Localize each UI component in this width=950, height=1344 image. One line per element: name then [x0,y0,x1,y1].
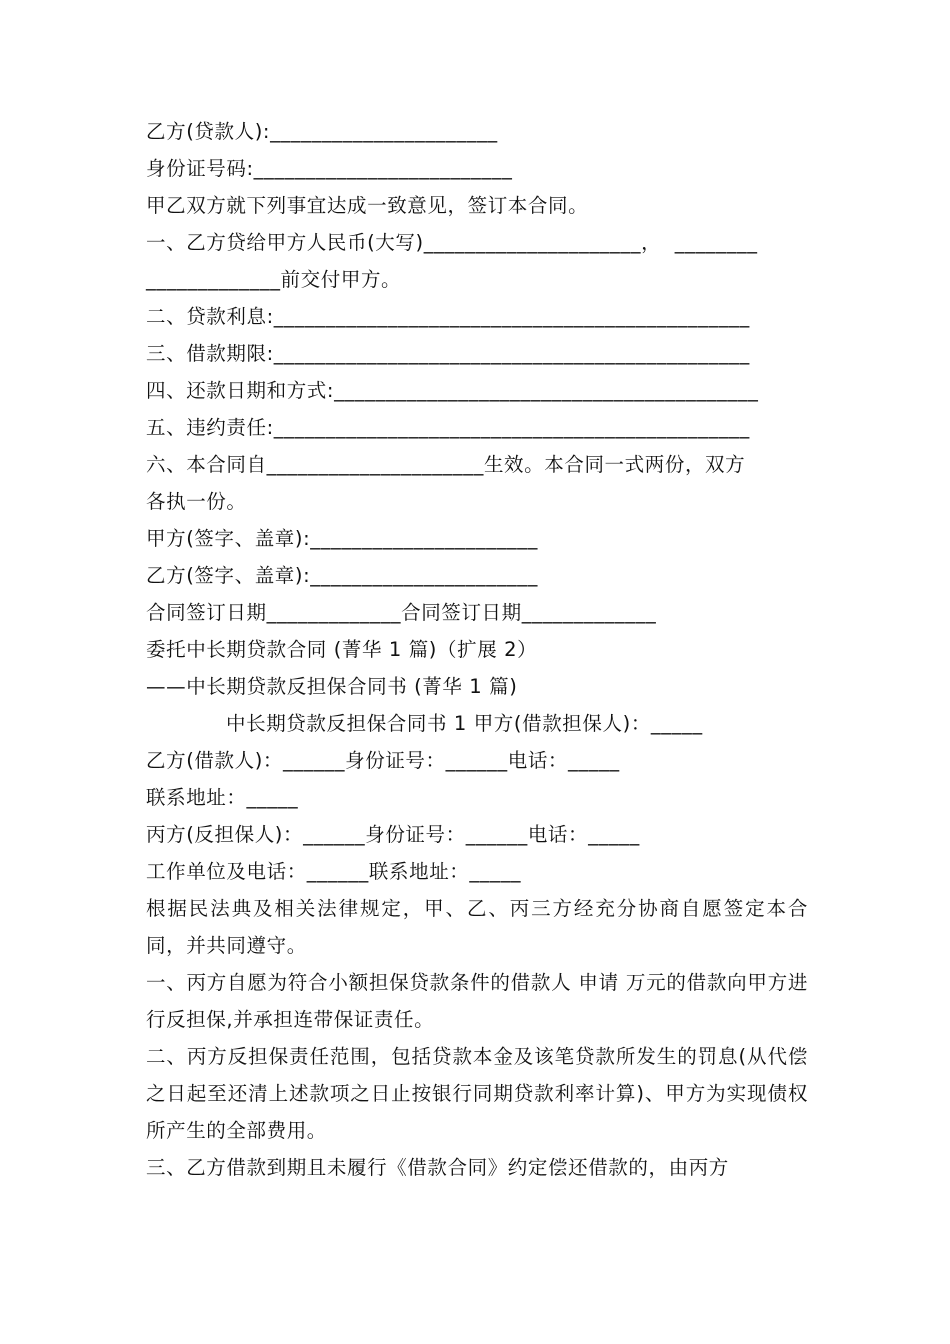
contact-address-line: 联系地址：_____ [146,786,299,809]
section-heading-1: 委托中长期贷款合同 (菁华 1 篇)（扩展 2） [146,638,538,661]
id-number-line: 身份证号码:_________________________ [146,157,513,180]
clause-6-continued: 各执一份。 [146,490,247,513]
paragraph-clause-2: 二、丙方反担保责任范围，包括贷款本金及该笔贷款所发生的罚息(从代偿之日起至还清上述款项之日止按银行同期贷款利率计算)、甲方为实现债权所产生的全部费用。 [146,1045,808,1142]
clause-4-repayment: 四、还款日期和方式:_________________________________________ [146,379,759,402]
clause-5-breach: 五、违约责任:______________________________________________ [146,416,750,439]
counter-guarantor-line: 丙方(反担保人)：______身份证号：______电话：_____ [146,823,640,846]
employer-line: 工作单位及电话：______联系地址：_____ [146,860,522,883]
paragraph-clause-1: 一、丙方自愿为符合小额担保贷款条件的借款人 申请 万元的借款向甲方进行反担保,并承担连带保证责任。 [146,971,808,1031]
contract-title-line: 中长期贷款反担保合同书 1 甲方(借款担保人)：_____ [226,712,703,735]
agreement-intro: 甲乙双方就下列事宜达成一致意见，签订本合同。 [146,194,589,217]
clause-6-effective: 六、本合同自_____________________生效。本合同一式两份，双方 [146,453,746,476]
party-a-signature: 甲方(签字、盖章):______________________ [146,527,538,550]
clause-3-term: 三、借款期限:______________________________________________ [146,342,750,365]
party-b-signature: 乙方(签字、盖章):______________________ [146,564,538,587]
paragraph-basis: 根据民法典及相关法律规定，甲、乙、丙三方经充分协商自愿签定本合同，并共同遵守。 [146,897,808,957]
lender-line: 乙方(贷款人):______________________ [146,120,498,143]
clause-1-continued: _____________前交付甲方。 [146,268,402,291]
signing-date-line: 合同签订日期_____________合同签订日期_____________ [146,601,657,624]
clause-2-interest: 二、贷款利息:______________________________________________ [146,305,750,328]
document-page [146,113,808,1186]
section-heading-2: ——中长期贷款反担保合同书 (菁华 1 篇) [146,675,518,698]
clause-1-line: 一、乙方贷给甲方人民币(大写)_____________________， ________ [146,231,758,254]
paragraph-clause-3: 三、乙方借款到期且未履行《借款合同》约定偿还借款的，由丙方 [146,1156,729,1179]
borrower-line: 乙方(借款人)：______身份证号：______电话：_____ [146,749,620,772]
